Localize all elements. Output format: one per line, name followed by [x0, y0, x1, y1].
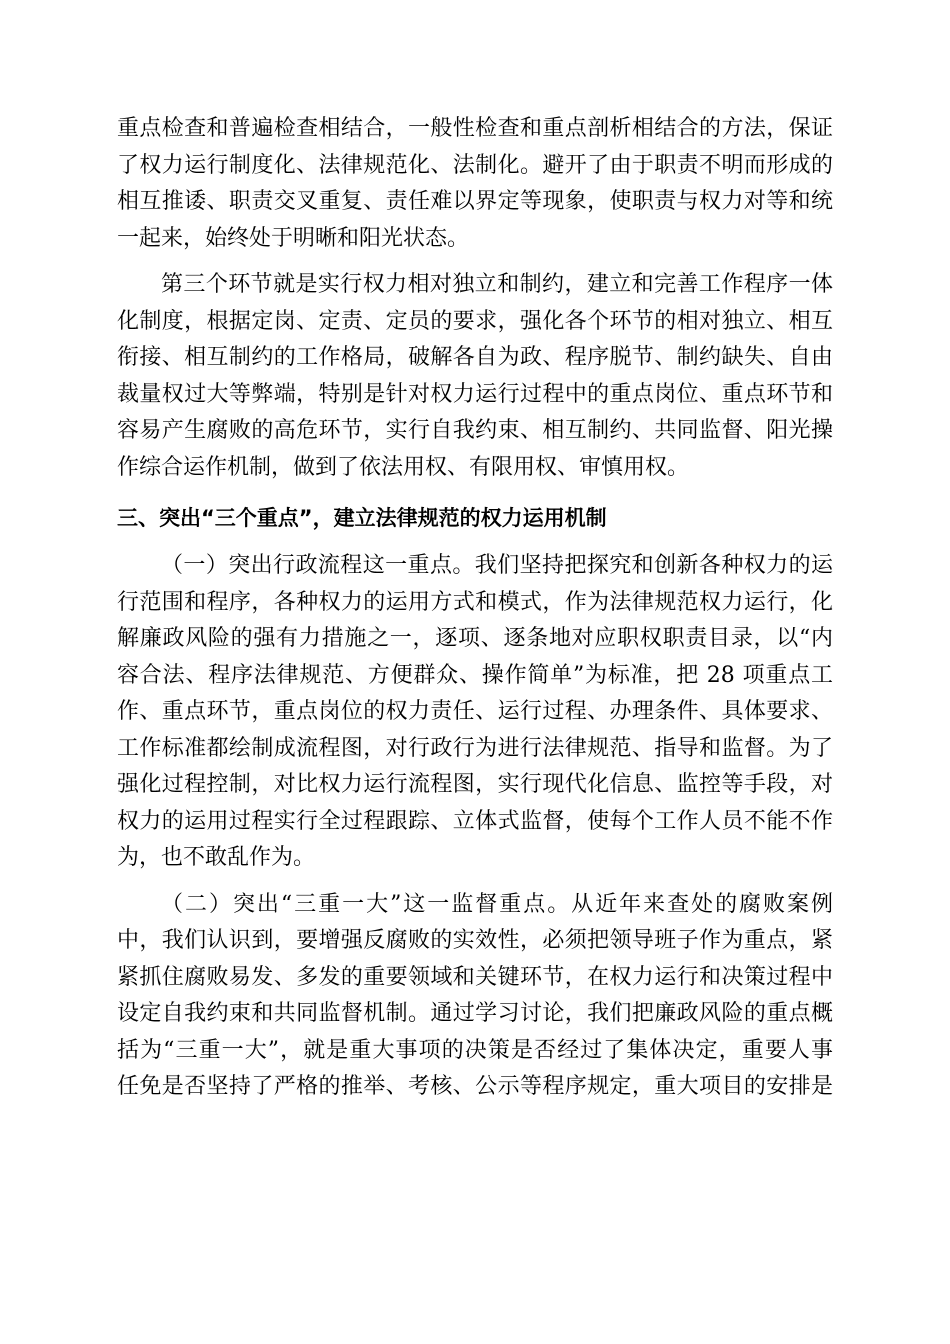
- text-line: 括为“三重一大”，就是重大事项的决策是否经过了集体决定，重要人事: [117, 1037, 833, 1063]
- text-line: 解廉政风险的强有力措施之一，逐项、逐条地对应职权职责目录，以“内: [117, 626, 833, 651]
- text-line: 化制度，根据定岗、定责、定员的要求，强化各个环节的相对独立、相互: [117, 308, 833, 334]
- text-line: 重点检查和普遍检查相结合，一般性检查和重点剖析相结合的方法，保证: [117, 116, 833, 141]
- text-line: 衔接、相互制约的工作格局，破解各自为政、程序脱节、制约缺失、自由: [117, 345, 833, 370]
- text-line: 紧抓住腐败易发、多发的重要领域和关键环节，在权力运行和决策过程中: [117, 964, 833, 990]
- paragraph-3: [117, 548, 833, 877]
- text-line: （一）突出行政流程这一重点。我们坚持把探究和创新各种权力的运: [161, 553, 833, 578]
- text-line: 强化过程控制，对比权力运行流程图，实行现代化信息、监控等手段，对: [117, 772, 833, 797]
- text-line: 了权力运行制度化、法律规范化、法制化。避开了由于职责不明而形成的: [117, 152, 833, 178]
- text-line: 相互推诿、职责交叉重复、责任难以界定等现象，使职责与权力对等和统: [117, 189, 833, 214]
- paragraph-2: [117, 267, 833, 486]
- text-line: （二）突出“三重一大”这一监督重点。从近年来查处的腐败案例: [161, 891, 833, 917]
- text-line: 作综合运作机制，做到了依法用权、有限用权、审慎用权。: [117, 454, 690, 480]
- text-line: 容合法、程序法律规范、方便群众、操作简单”为标准，把 28 项重点工: [117, 662, 833, 688]
- paragraph-1: [117, 111, 833, 257]
- text-line: 一起来，始终处于明晰和阳光状态。: [117, 225, 470, 251]
- text-line: 为，也不敢乱作为。: [117, 845, 316, 870]
- text-line: 设定自我约束和共同监督机制。通过学习讨论，我们把廉政风险的重点概: [117, 1001, 833, 1026]
- text-line: 行范围和程序，各种权力的运用方式和模式，作为法律规范权力运行，化: [117, 589, 833, 615]
- text-line: 容易产生腐败的高危环节，实行自我约束、相互制约、共同监督、阳光操: [117, 418, 833, 443]
- text-line: 裁量权过大等弊端，特别是针对权力运行过程中的重点岗位、重点环节和: [117, 381, 833, 407]
- text-line: 中，我们认识到，要增强反腐败的实效性，必须把领导班子作为重点，紧: [117, 928, 833, 953]
- text-line: 作、重点环节，重点岗位的权力责任、运行过程、办理条件、具体要求、: [117, 699, 833, 724]
- text-line: 任免是否坚持了严格的推举、考核、公示等程序规定，重大项目的安排是: [117, 1074, 833, 1099]
- text-line: 权力的运用过程实行全过程跟踪、立体式监督，使每个工作人员不能不作: [117, 808, 833, 834]
- text-line: 工作标准都绘制成流程图，对行政行为进行法律规范、指导和监督。为了: [117, 735, 833, 761]
- document-page: [117, 111, 833, 1116]
- section-heading: 三、突出“三个重点”，建立法律规范的权力运用机制: [117, 506, 607, 530]
- text-line: 第三个环节就是实行权力相对独立和制约，建立和完善工作程序一体: [161, 272, 833, 297]
- paragraph-4: [117, 887, 833, 1106]
